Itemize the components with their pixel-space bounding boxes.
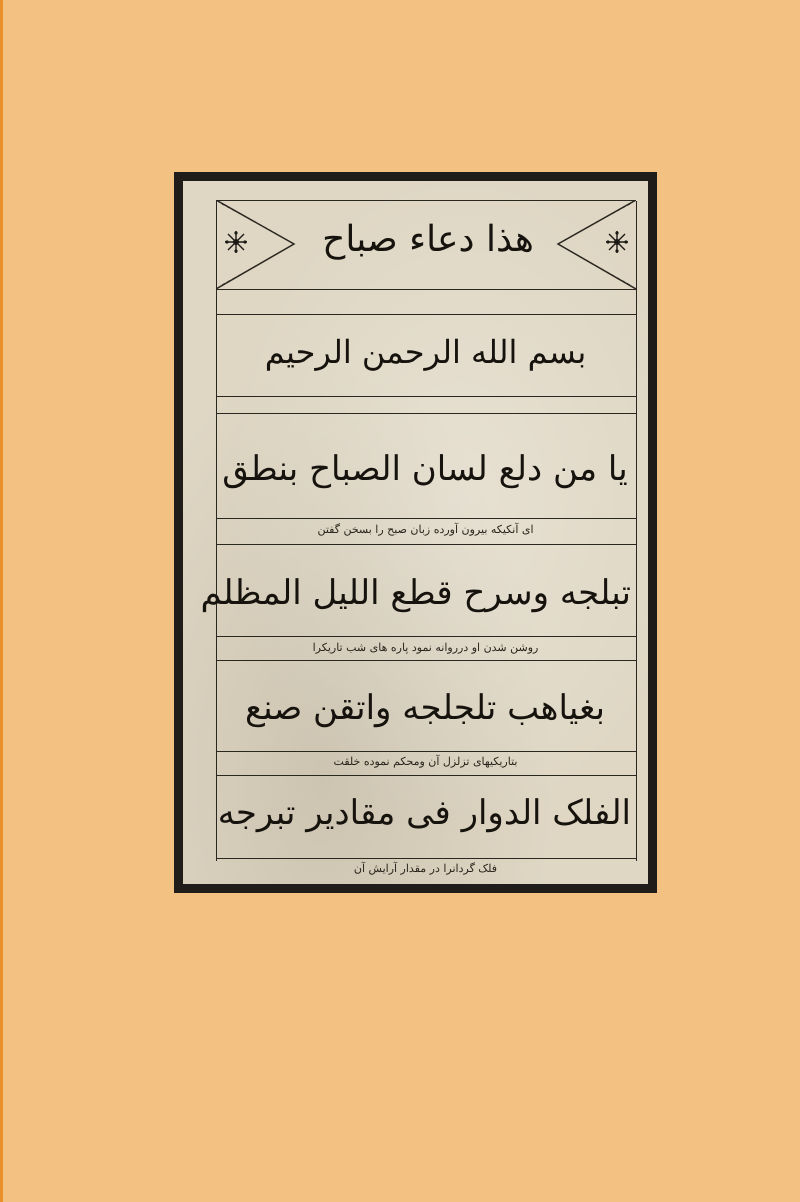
rule-line-2 — [216, 636, 636, 637]
rule-line-3 — [216, 751, 636, 752]
rule-gloss-3 — [216, 775, 636, 776]
page-edge — [0, 0, 3, 1202]
gloss-line-3: بتاریکیهای تزلزل آن ومحکم نموده خلقت — [333, 755, 518, 768]
rule-title-bottom — [216, 289, 636, 290]
gloss-line-2: روشن شدن او درروانه نمود پاره های شب تاریکرا — [312, 641, 539, 654]
rule-basmala-top — [216, 314, 636, 315]
text-line-2: تبلجه وسرح قطع اللیل المظلم — [200, 573, 631, 613]
rule-line-1 — [216, 518, 636, 519]
basmala: بسم الله الرحمن الرحیم — [264, 333, 587, 371]
rule-section — [216, 413, 636, 414]
text-line-4: الفلک الدوار فی مقادیر تبرجه — [217, 793, 631, 833]
gloss-line-4: فلک گردانرا در مقدار آرایش آن — [353, 862, 498, 875]
text-line-3: بغیاهب تلجلجه واتقن صنع — [245, 688, 605, 728]
text-line-1: یا من دلع لسان الصباح بنطق — [222, 449, 628, 489]
page-title: هذا دعاء صباح — [322, 219, 534, 260]
rule-line-4 — [216, 858, 636, 859]
manuscript-frame — [174, 172, 657, 893]
rule-gloss-2 — [216, 660, 636, 661]
rosette-ornament-icon — [225, 231, 247, 253]
right-border-line — [636, 201, 637, 861]
left-border-line — [216, 201, 217, 861]
gloss-line-1: ای آنکیکه بیرون آورده زبان صبح را بسخن گفتن — [317, 523, 534, 536]
rule-gloss-1 — [216, 544, 636, 545]
rosette-ornament-icon — [606, 231, 628, 253]
manuscript-page — [183, 181, 648, 884]
rule-basmala-bottom — [216, 396, 636, 397]
